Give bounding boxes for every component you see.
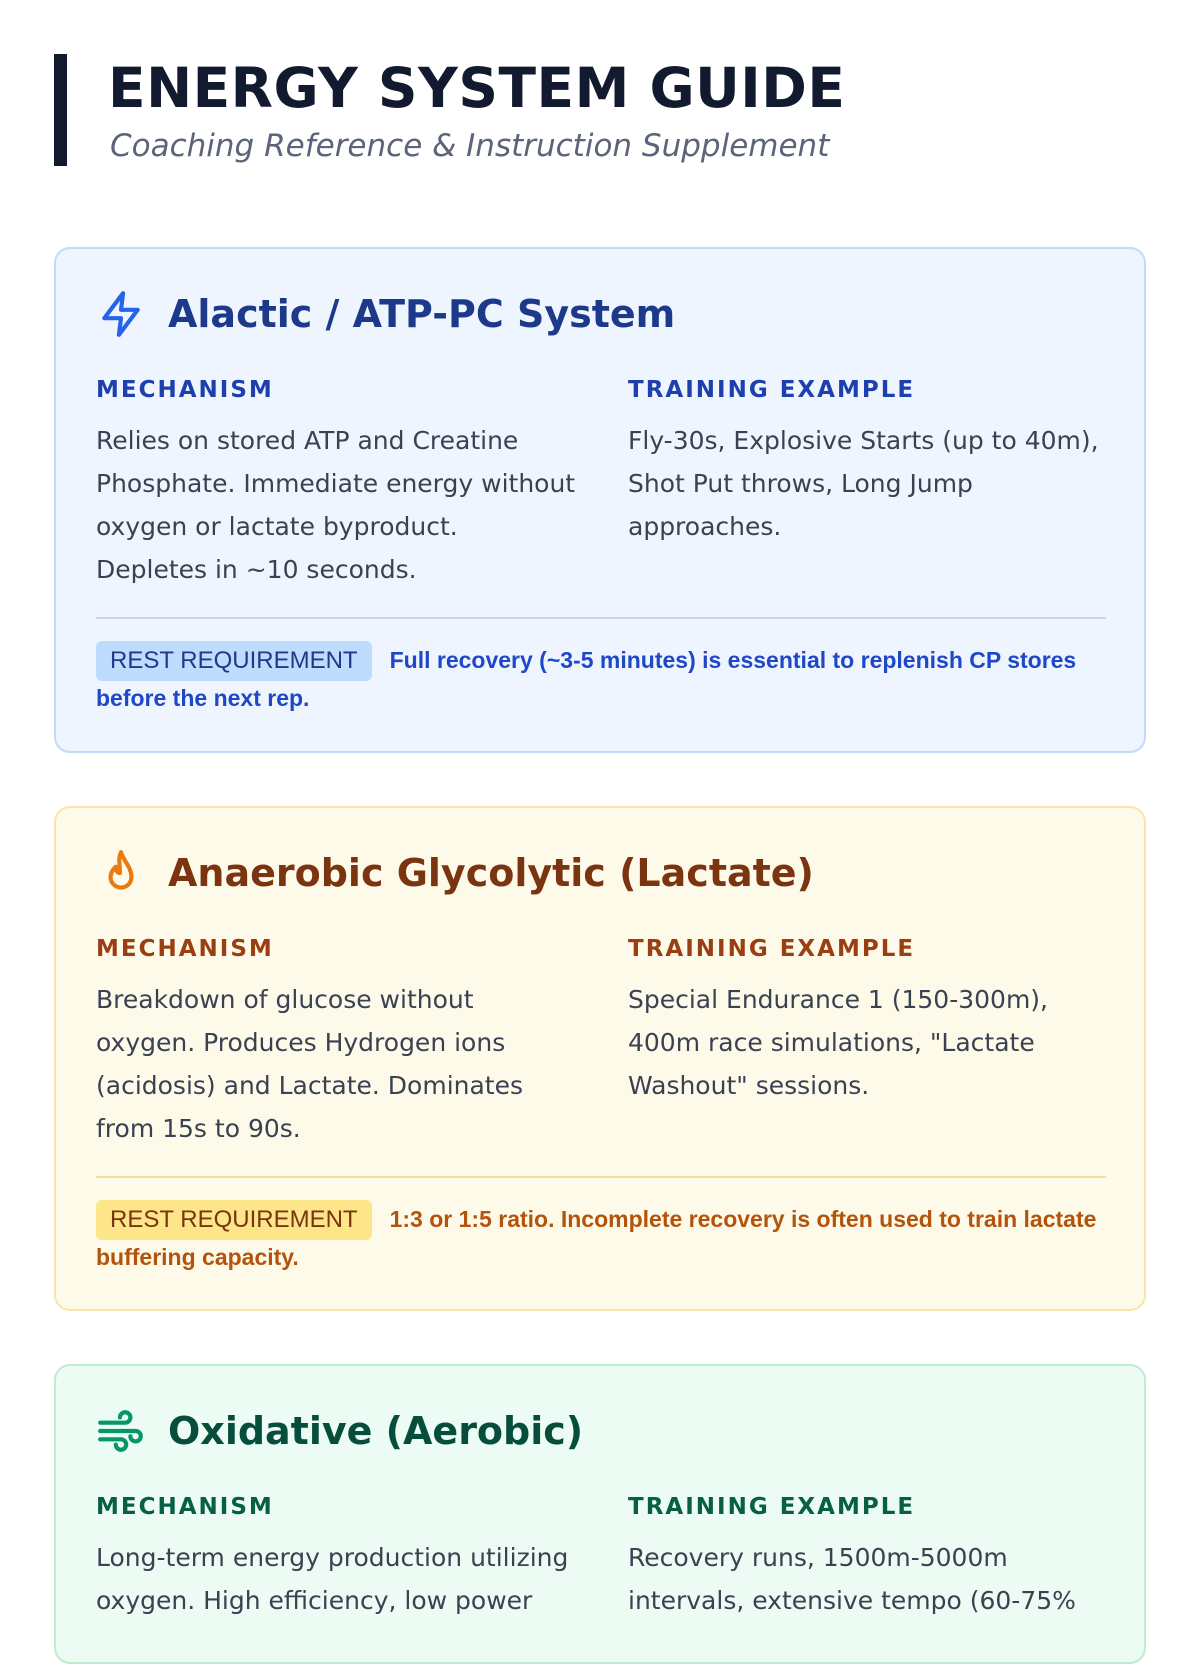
mechanism-label: MECHANISM	[96, 377, 274, 403]
rest-requirement	[96, 1200, 1106, 1274]
mechanism-column	[96, 1492, 576, 1622]
rest-requirement-badge: REST REQUIREMENT	[96, 1200, 372, 1240]
training-column	[628, 934, 1108, 1107]
training-label: TRAINING EXAMPLE	[628, 377, 916, 403]
card-divider	[96, 1176, 1106, 1178]
wind-icon	[96, 1406, 146, 1456]
card-title: Alactic / ATP-PC System	[168, 292, 676, 336]
card-header	[96, 289, 675, 339]
rest-requirement-badge: REST REQUIREMENT	[96, 641, 372, 681]
training-text: Fly-30s, Explosive Starts (up to 40m), Shot Put throws, Long Jump approaches.	[628, 426, 1099, 541]
rest-requirement-text: 1:3 or 1:5 ratio. Incomplete recovery is often used to train lactate buffering capacity.	[96, 1206, 1097, 1270]
mechanism-label: MECHANISM	[96, 1494, 274, 1520]
mechanism-column	[96, 375, 576, 591]
mechanism-label: MECHANISM	[96, 936, 274, 962]
card-alactic-system	[54, 247, 1146, 753]
card-title: Oxidative (Aerobic)	[168, 1409, 584, 1453]
training-text: Recovery runs, 1500m-5000m intervals, extensive tempo (60-75%	[628, 1543, 1076, 1615]
training-text: Special Endurance 1 (150-300m), 400m race simulations, "Lactate Washout" sessions.	[628, 985, 1049, 1100]
page-header	[54, 54, 1154, 166]
page-title: ENERGY SYSTEM GUIDE	[108, 56, 846, 120]
card-title: Anaerobic Glycolytic (Lactate)	[168, 851, 814, 895]
card-divider	[96, 617, 1106, 619]
mechanism-text: Long-term energy production utilizing oxygen. High efficiency, low power	[96, 1543, 569, 1615]
page-subtitle: Coaching Reference & Instruction Supplement	[110, 128, 830, 164]
mechanism-text: Relies on stored ATP and Creatine Phosphate. Immediate energy without oxygen or lactate byproduct. Depletes in ~10 seconds.	[96, 426, 576, 584]
lightning-bolt-icon	[96, 289, 146, 339]
training-column	[628, 1492, 1108, 1622]
rest-requirement	[96, 641, 1106, 715]
card-header	[96, 1406, 583, 1456]
training-column	[628, 375, 1108, 548]
card-glycolytic-system	[54, 806, 1146, 1311]
training-label: TRAINING EXAMPLE	[628, 936, 916, 962]
training-label: TRAINING EXAMPLE	[628, 1494, 916, 1520]
card-header	[96, 848, 814, 898]
card-oxidative-system	[54, 1364, 1146, 1664]
header-accent-bar	[54, 54, 67, 166]
mechanism-text: Breakdown of glucose without oxygen. Produces Hydrogen ions (acidosis) and Lactate. Dominates from 15s to 90s.	[96, 985, 524, 1143]
mechanism-column	[96, 934, 576, 1150]
rest-requirement-text: Full recovery (~3-5 minutes) is essential to replenish CP stores before the next rep.	[96, 647, 1077, 711]
flame-icon	[96, 848, 146, 898]
